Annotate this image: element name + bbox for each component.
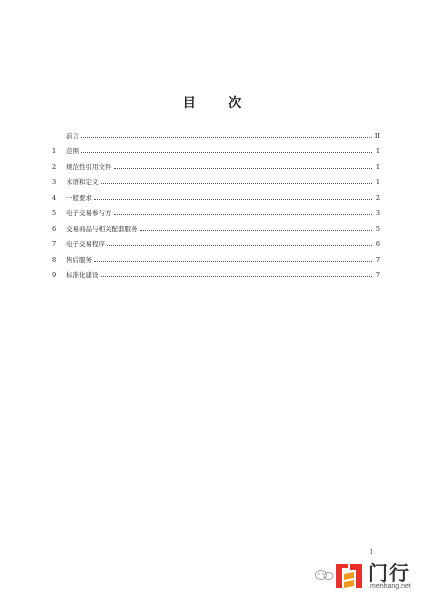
toc-entry-label: 售后服务 <box>66 255 92 264</box>
toc-leader-dots <box>107 244 372 246</box>
toc-entry-number: 1 <box>52 147 57 155</box>
toc-leader-dots <box>94 260 372 262</box>
toc-entry[interactable] <box>52 202 380 218</box>
toc-entry-page: 7 <box>375 271 380 279</box>
watermark-brand: 门行 <box>368 561 410 585</box>
toc-entry-number: 9 <box>52 271 57 279</box>
toc-leader-dots <box>140 229 373 231</box>
toc-leader-dots <box>94 198 372 200</box>
toc-entry[interactable] <box>52 264 380 280</box>
toc-entry-page: 3 <box>375 209 380 217</box>
toc-leader-dots <box>114 213 373 215</box>
page-title: 目 次 <box>182 96 256 111</box>
toc-entry-label: 交易商品与相关配套服务 <box>66 224 138 233</box>
menhang-logo-icon <box>334 560 364 590</box>
toc-entry[interactable] <box>52 171 380 187</box>
toc-entry[interactable] <box>52 124 380 140</box>
toc-entry[interactable] <box>52 217 380 233</box>
toc-entry-number: 7 <box>52 240 57 248</box>
toc-entry[interactable] <box>52 248 380 264</box>
toc-entry-label: 规范性引用文件 <box>66 162 112 171</box>
toc-entry-label: 术语和定义 <box>66 178 99 186</box>
table-of-contents <box>52 124 380 279</box>
toc-entry-page: 1 <box>375 162 380 171</box>
toc-entry[interactable] <box>52 155 380 171</box>
toc-entry-number: 5 <box>52 209 57 217</box>
toc-entry-label: 一般要求 <box>66 193 92 202</box>
toc-entry-page: 1 <box>375 147 380 155</box>
toc-entry-page: 6 <box>375 240 380 248</box>
toc-leader-dots <box>114 167 373 169</box>
toc-leader-dots <box>101 182 373 184</box>
toc-entry-number: 8 <box>52 255 57 264</box>
watermark-domain: menhang.net <box>370 583 411 590</box>
toc-entry-page: 2 <box>375 193 380 202</box>
toc-leader-dots <box>81 151 372 153</box>
toc-entry-label: 标准化建设 <box>66 271 99 279</box>
toc-entry-label: 前言 <box>66 131 79 140</box>
toc-leader-dots <box>81 136 372 138</box>
toc-entry-page: II <box>374 131 380 140</box>
toc-entry[interactable] <box>52 186 380 202</box>
toc-entry-page: 1 <box>375 178 380 186</box>
toc-entry-number: 6 <box>52 224 57 233</box>
wechat-icon <box>314 569 336 581</box>
toc-entry-page: 5 <box>375 224 380 233</box>
toc-entry-number: 4 <box>52 193 57 202</box>
toc-entry[interactable] <box>52 140 380 156</box>
toc-entry-label: 电子交易程序 <box>66 240 105 248</box>
page-number: I <box>370 549 373 556</box>
toc-entry-label: 电子交易参与方 <box>66 209 112 217</box>
toc-entry-label: 范围 <box>66 147 79 155</box>
toc-entry[interactable] <box>52 233 380 249</box>
toc-entry-number: 3 <box>52 178 57 186</box>
toc-entry-number: 2 <box>52 162 57 171</box>
toc-entry-page: 7 <box>375 255 380 264</box>
toc-leader-dots <box>101 275 373 277</box>
watermark-logo <box>334 556 418 594</box>
